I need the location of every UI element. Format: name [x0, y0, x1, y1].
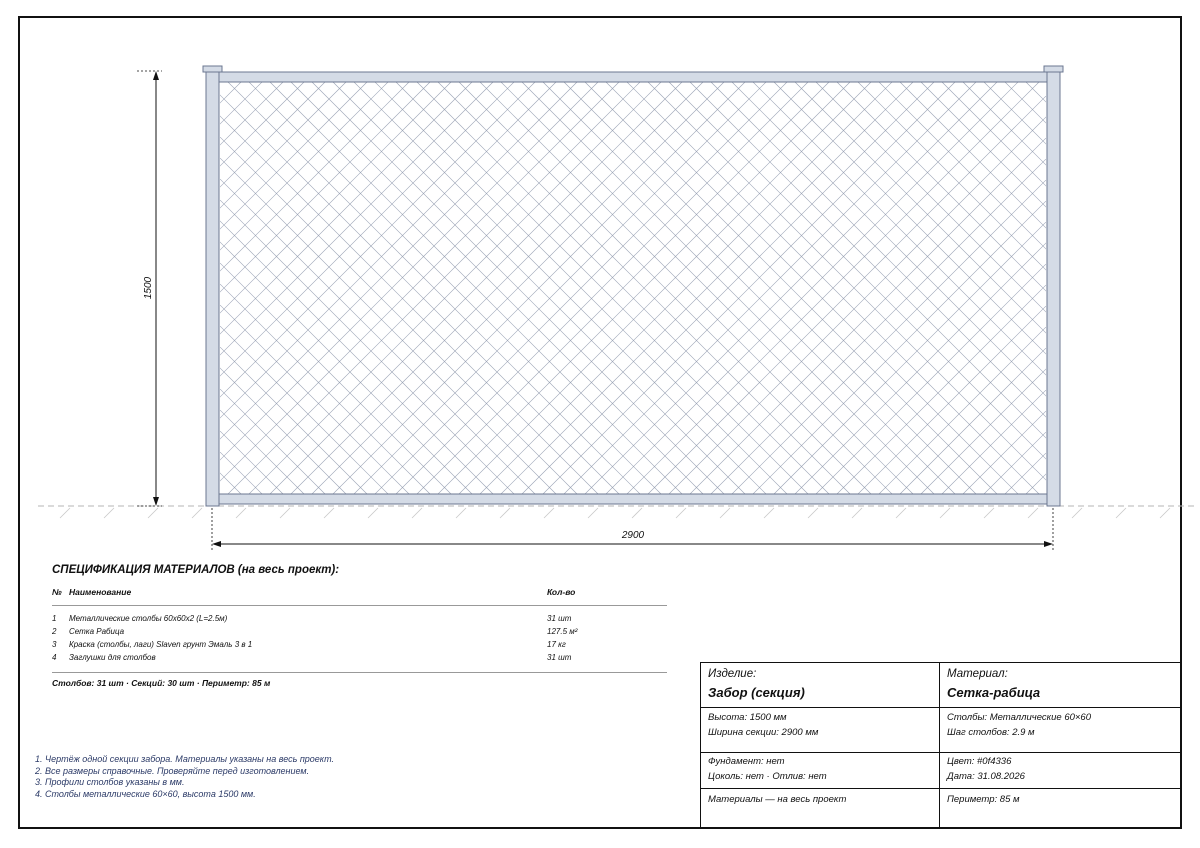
foundation-info: Фундамент: нет — [708, 756, 785, 767]
spec-table — [52, 586, 667, 673]
mesh-wire — [0, 82, 220, 494]
product-caption: Изделие: — [708, 668, 757, 680]
height-info: Высота: 1500 мм — [708, 712, 787, 723]
spec-row-name: Сетка Рабица — [69, 627, 125, 636]
spec-title: СПЕЦИФИКАЦИЯ МАТЕРИАЛОВ (на весь проект): — [52, 564, 340, 576]
ground-hatch-stroke — [368, 508, 378, 518]
ground-hatch-stroke — [192, 508, 202, 518]
ground-hatch-stroke — [1116, 508, 1126, 518]
material-value: Сетка-рабица — [947, 685, 1041, 700]
product-value: Забор (секция) — [708, 685, 805, 700]
post-step-info: Шаг столбов: 2.9 м — [947, 727, 1035, 738]
spec-row — [52, 651, 667, 664]
ground-hatch-stroke — [500, 508, 510, 518]
height-dimension — [137, 71, 162, 506]
date-info: Дата: 31.08.2026 — [947, 771, 1025, 782]
ground-hatch-stroke — [940, 508, 950, 518]
spec-row-qty: 31 шт — [547, 614, 572, 623]
ground-hatch-stroke — [808, 508, 818, 518]
title-block-divider — [701, 788, 1182, 789]
top-rail — [219, 72, 1047, 82]
materials-note: Материалы — на весь проект — [708, 794, 847, 805]
spec-row-qty: 127.5 м² — [547, 627, 578, 636]
title-block-left — [701, 663, 940, 827]
notes — [35, 754, 334, 800]
ground-hatch-stroke — [456, 508, 466, 518]
note-line: 3. Профили столбов указаны в мм. — [35, 777, 185, 788]
spec-header-qty: Кол-во — [547, 587, 576, 597]
ground-hatch — [60, 508, 1170, 518]
width-dimension-label: 2900 — [621, 530, 645, 541]
ground-hatch-stroke — [1160, 508, 1170, 518]
note-line: 2. Все размеры справочные. Проверяйте перед изготовлением. — [35, 765, 310, 776]
post-left — [206, 71, 219, 506]
note-line: 1. Чертёж одной секции забора. Материалы указаны на весь проект. — [35, 754, 335, 764]
ground-hatch-stroke — [1028, 508, 1038, 518]
ground-hatch-stroke — [1072, 508, 1082, 518]
title-block-divider — [701, 752, 1182, 753]
ground-hatch-stroke — [720, 508, 730, 518]
spec-row-num: 2 — [52, 627, 57, 636]
spec-row-num: 3 — [52, 640, 57, 649]
ground-hatch-stroke — [104, 508, 114, 518]
mesh-wire — [0, 82, 220, 494]
note-line: 4. Столбы металлические 60×60, высота 1500 мм. — [35, 788, 256, 799]
mesh-wire — [0, 82, 241, 494]
spec-summary: Столбов: 31 шт · Секций: 30 шт · Периметр: 85 м — [52, 678, 271, 688]
post-cap-left — [203, 66, 222, 72]
ground-hatch-stroke — [764, 508, 774, 518]
posts-info: Столбы: Металлические 60×60 — [947, 712, 1092, 723]
ground-hatch-stroke — [280, 508, 290, 518]
ground-hatch-stroke — [324, 508, 334, 518]
width-dimension — [212, 508, 1053, 550]
spec-header-row — [52, 586, 667, 606]
ground-hatch-stroke — [852, 508, 862, 518]
spec-row-name: Заглушки для столбов — [69, 653, 156, 662]
title-block-right — [940, 663, 1182, 827]
ground-hatch-stroke — [236, 508, 246, 518]
mesh-wire — [0, 82, 241, 494]
perimeter-info: Периметр: 85 м — [947, 794, 1020, 805]
ground-hatch-stroke — [544, 508, 554, 518]
ground-hatch-stroke — [896, 508, 906, 518]
title-block-divider — [701, 707, 1182, 708]
spec-row-name: Металлические столбы 60х60х2 (L=2.5м) — [69, 614, 228, 623]
color-info: Цвет: #0f4336 — [947, 756, 1012, 767]
ground-hatch-stroke — [588, 508, 598, 518]
plinth-info: Цоколь: нет · Отлив: нет — [708, 771, 827, 782]
ground-hatch-stroke — [148, 508, 158, 518]
ground-hatch-stroke — [676, 508, 686, 518]
section-width-info: Ширина секции: 2900 мм — [708, 727, 819, 738]
ground-hatch-stroke — [412, 508, 422, 518]
spec-row-qty: 17 кг — [547, 640, 566, 649]
ground-hatch-stroke — [984, 508, 994, 518]
post-right — [1047, 71, 1060, 506]
material-caption: Материал: — [947, 668, 1008, 680]
bottom-rail — [219, 494, 1047, 504]
spec-row-num: 4 — [52, 653, 57, 662]
spec-row-qty: 31 шт — [547, 653, 572, 662]
spec-header-name: Наименование — [69, 587, 132, 597]
spec-header-num: № — [52, 587, 62, 597]
spec-rows — [52, 606, 667, 673]
mesh-panel — [220, 82, 1046, 494]
spec-row — [52, 638, 667, 651]
spec-row — [52, 612, 667, 625]
post-cap-right — [1044, 66, 1063, 72]
ground-hatch-stroke — [60, 508, 70, 518]
spec-row-name: Краска (столбы, лаги) Slaven грунт Эмаль 3 в 1 — [69, 640, 253, 649]
spec-row — [52, 625, 667, 638]
title-block — [700, 662, 1181, 828]
ground-hatch-stroke — [632, 508, 642, 518]
spec-row-num: 1 — [52, 614, 57, 623]
height-dimension-label: 1500 — [143, 276, 154, 300]
